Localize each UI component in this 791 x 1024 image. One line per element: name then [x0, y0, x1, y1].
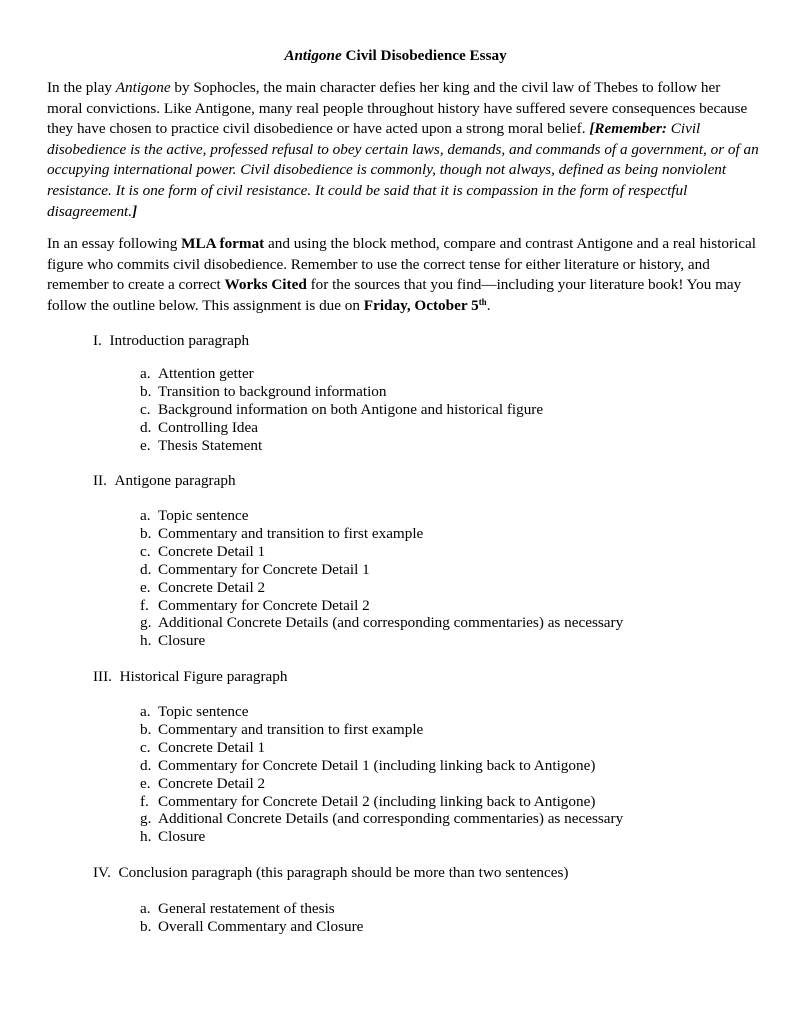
item-letter: b.	[140, 524, 152, 542]
item-text: Closure	[158, 632, 206, 650]
item-letter: e.	[140, 774, 151, 792]
item-letter: d.	[140, 756, 152, 774]
outline-section-heading	[93, 863, 568, 883]
item-text: General restatement of thesis	[158, 900, 335, 917]
item-text: Commentary for Concrete Detail 2	[158, 596, 370, 614]
outline-item	[140, 739, 623, 757]
outline-item	[140, 507, 623, 525]
intro-play-title: Antigone	[115, 79, 171, 96]
section-numeral: I.	[93, 332, 102, 349]
item-letter: e.	[140, 436, 151, 454]
outline-item	[140, 365, 543, 383]
due-date-sup: th	[478, 296, 487, 307]
item-letter: g.	[140, 614, 152, 632]
remember-close: ]	[132, 202, 138, 220]
item-text: Topic sentence	[158, 703, 249, 720]
section-numeral: IV.	[93, 864, 111, 881]
outline-item	[140, 543, 623, 561]
item-letter: a.	[140, 703, 151, 720]
outline-item-list	[140, 507, 623, 650]
section-numeral: II.	[93, 472, 107, 489]
mla-format: MLA format	[181, 235, 265, 252]
item-letter: b.	[140, 382, 152, 400]
outline-item	[140, 810, 623, 828]
item-letter: b.	[140, 917, 152, 935]
document-title	[0, 46, 791, 66]
item-letter: f.	[140, 792, 149, 810]
assignment-text-3: for the sources that you find—including your literature book! You may follow the outline below. This assignment is due on	[47, 276, 742, 314]
outline-item	[140, 561, 623, 579]
item-text: Additional Concrete Details (and corresponding commentaries) as necessary	[158, 614, 624, 632]
item-text: Commentary for Concrete Detail 1	[158, 560, 370, 578]
item-text: Commentary for Concrete Detail 1 (including linking back to Antigone)	[158, 756, 596, 774]
section-label: Introduction paragraph	[109, 332, 250, 349]
item-letter: h.	[140, 828, 152, 846]
outline-item	[140, 525, 623, 543]
item-text: Concrete Detail 1	[158, 542, 266, 560]
outline-item	[140, 614, 623, 632]
item-text: Concrete Detail 1	[158, 738, 266, 756]
outline-item	[140, 401, 543, 419]
outline-item	[140, 437, 543, 455]
item-letter: c.	[140, 542, 151, 560]
outline-item-list	[140, 365, 543, 455]
outline-item	[140, 918, 363, 936]
item-text: Topic sentence	[158, 507, 249, 524]
assignment-text-4: .	[486, 296, 491, 314]
section-numeral: III.	[93, 668, 112, 685]
item-letter: a.	[140, 365, 151, 382]
outline-item	[140, 828, 623, 846]
title-italic: Antigone	[284, 47, 342, 64]
assignment-text-2: and using the block method, compare and contrast Antigone and a real historical figure who commits civil disobedience. Remember to use the correct tense for either literature or history, and remember to create a correct	[47, 235, 756, 294]
item-text: Controlling Idea	[158, 418, 258, 436]
works-cited: Works Cited	[224, 276, 307, 294]
item-text: Commentary for Concrete Detail 2 (including linking back to Antigone)	[158, 792, 596, 810]
item-text: Attention getter	[158, 365, 254, 382]
item-letter: a.	[140, 900, 151, 917]
title-rest: Civil Disobedience Essay	[341, 47, 507, 64]
outline-item	[140, 419, 543, 437]
item-text: Overall Commentary and Closure	[158, 917, 364, 935]
item-letter: a.	[140, 507, 151, 524]
outline-item	[140, 579, 623, 597]
item-letter: e.	[140, 578, 151, 596]
outline-section-heading	[93, 667, 287, 687]
remember-open: [Remember:	[589, 120, 667, 138]
intro-text-1: In the play	[47, 79, 116, 96]
outline-item	[140, 703, 623, 721]
outline-item	[140, 900, 363, 918]
item-text: Concrete Detail 2	[158, 578, 266, 596]
section-label: Historical Figure paragraph	[119, 668, 288, 685]
outline-item	[140, 721, 623, 739]
due-date-text: Friday, October 5	[363, 296, 479, 314]
item-text: Additional Concrete Details (and corresponding commentaries) as necessary	[158, 810, 624, 828]
outline-section-heading	[93, 471, 236, 491]
outline-section-heading	[93, 331, 249, 351]
assignment-text-1: In an essay following	[47, 235, 182, 252]
item-letter: c.	[140, 738, 151, 756]
item-text: Closure	[158, 828, 206, 846]
outline-item	[140, 757, 623, 775]
outline-item	[140, 793, 623, 811]
item-letter: g.	[140, 810, 152, 828]
outline-item	[140, 775, 623, 793]
item-text: Commentary and transition to first example	[158, 720, 424, 738]
outline-item-list	[140, 900, 363, 936]
item-text: Transition to background information	[158, 382, 387, 400]
item-text: Concrete Detail 2	[158, 774, 266, 792]
item-text: Thesis Statement	[158, 436, 263, 454]
item-letter: f.	[140, 596, 149, 614]
item-letter: d.	[140, 418, 152, 436]
item-text: Background information on both Antigone and historical figure	[158, 400, 544, 418]
intro-text-2: by Sophocles, the main character defies her king and the civil law of Thebes to follow her moral convictions. Like Antigone, many real people throughout history have suffered severe consequences because they have chosen to practice civil disobedience or have acted upon a strong moral belief.	[47, 79, 748, 138]
assignment-paragraph	[47, 234, 759, 316]
item-letter: b.	[140, 720, 152, 738]
item-letter: h.	[140, 632, 152, 650]
outline-item	[140, 632, 623, 650]
section-label: Antigone paragraph	[114, 472, 236, 489]
section-label: Conclusion paragraph (this paragraph should be more than two sentences)	[118, 864, 569, 881]
outline-item-list	[140, 703, 623, 846]
item-letter: d.	[140, 560, 152, 578]
outline-item	[140, 597, 623, 615]
remember-body: Civil disobedience is the active, professed refusal to obey certain laws, demands, and commands of a government, or of an occupying international power. Civil disobedience is commonly, though not always, defined as being nonviolent resistance. It is one form of civil resistance. It could be said that it is compassion in the form of respectful disagreement.	[47, 120, 759, 220]
item-text: Commentary and transition to first example	[158, 524, 424, 542]
due-date	[364, 297, 487, 314]
item-letter: c.	[140, 400, 151, 418]
outline-item	[140, 383, 543, 401]
intro-paragraph	[47, 78, 759, 222]
